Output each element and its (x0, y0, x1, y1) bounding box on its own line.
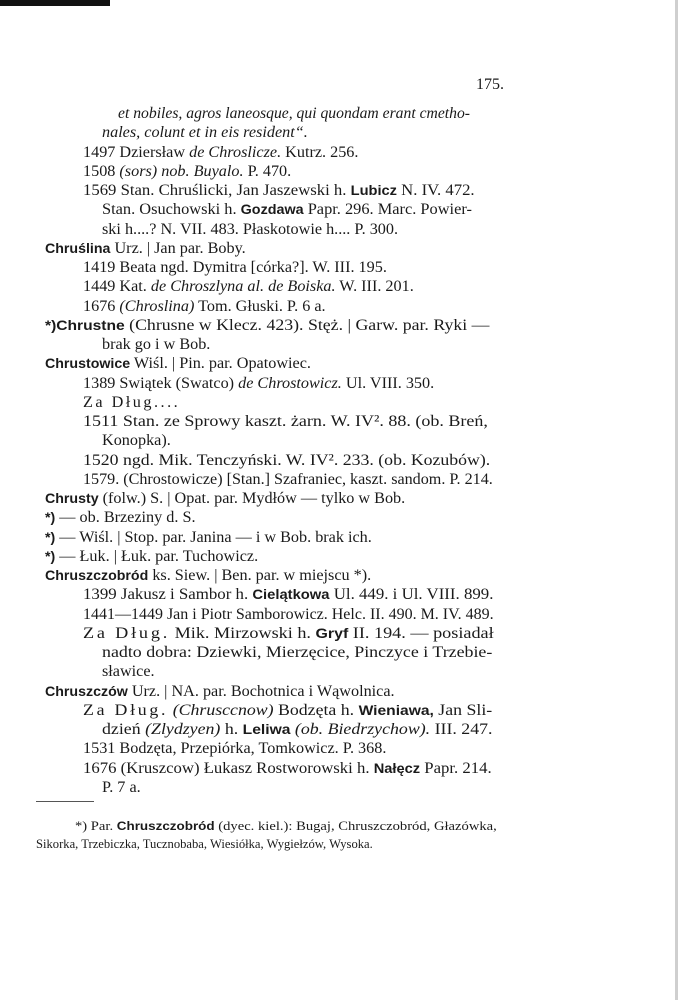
text-run: Bodzęta h. (273, 700, 359, 719)
bold-term: Gozdawa (240, 202, 304, 219)
text-line (102, 720, 493, 740)
text-run: — Wiśl. | Stop. par. Janina — i w Bob. brak ich. (55, 527, 372, 546)
bold-term: Nałęcz (373, 760, 421, 777)
bold-term: Chrustowice (45, 356, 131, 373)
text-line (45, 547, 258, 567)
footnote-line (75, 818, 497, 835)
text-run: (folw.) S. | Opat. par. Mydłów — tylko w Bob. (98, 489, 406, 507)
text-run: Za Dług. (83, 700, 169, 719)
text-run: W. III. 201. (335, 277, 414, 296)
text-run: brak go i w Bob. (102, 335, 211, 353)
bold-term: Chruszczobród (116, 820, 215, 833)
text-line (45, 508, 196, 528)
text-run: Konopka). (102, 431, 171, 450)
text-run: Stan. Osuchowski h. (102, 200, 241, 219)
italic-phrase: (ob. Biedrzychow). (294, 720, 431, 738)
footnote-line (36, 836, 373, 853)
italic-phrase: et nobiles, agros laneosque, qui quondam erant cmetho- (118, 104, 471, 122)
text-run: 1419 Beata ngd. Dymitra [córka?]. W. III. 195. (83, 258, 387, 276)
text-line (83, 605, 494, 624)
text-run: P. 470. (243, 161, 292, 180)
text-run: Za Dług. (83, 623, 171, 642)
text-run: 1579. (Chrostowicze) [Stan.] Szafraniec, kaszt. sandom. P. 214. (83, 469, 493, 488)
text-line (83, 701, 492, 721)
text-run: Kutrz. 256. (281, 142, 359, 161)
text-run: 1497 Dziersław (83, 142, 190, 161)
italic-phrase: de Chrostowicz. (238, 373, 342, 392)
bold-term: Chrusty (45, 491, 99, 507)
bold-term: *) (45, 548, 56, 565)
text-line (83, 470, 493, 489)
text-run: 1508 (83, 161, 120, 180)
text-run: Wiśl. | Pin. par. Opatowiec. (130, 354, 311, 373)
text-line (83, 393, 180, 412)
bold-term: Lubicz (350, 183, 397, 199)
text-run: Jan Sli- (433, 700, 493, 719)
text-line (45, 239, 246, 259)
text-line (45, 316, 489, 336)
text-run: Papr. 214. (420, 758, 492, 777)
text-run: h. (220, 720, 243, 738)
text-run: II. 194. — posiadał (348, 623, 494, 642)
text-run: 1399 Jakusz i Sambor h. (83, 585, 253, 604)
bold-term: Gryf (315, 625, 349, 642)
scan-edge-mark (0, 0, 110, 6)
text-run: Tom. Głuski. P. 6 a. (194, 296, 326, 315)
bold-term: Wieniawa, (358, 702, 434, 719)
italic-phrase: nales, colunt et in eis resident“. (102, 123, 308, 142)
text-run: Ul. 449. i Ul. VIII. 899. (329, 585, 494, 604)
text-run: dzień (102, 720, 146, 738)
text-line (83, 624, 494, 644)
text-line (102, 431, 171, 450)
italic-phrase: (sors) nob. Buyalo. (119, 161, 244, 180)
footnote-rule (36, 801, 94, 802)
text-run: 1531 Bodzęta, Przepiórka, Tomkowicz. P. 368. (83, 739, 387, 758)
text-line (102, 643, 492, 662)
text-run: (Chrusne w Klecz. 423). Stęż. | Garw. par. Ryki — (124, 315, 490, 334)
italic-phrase: (Chroslina) (119, 296, 195, 315)
text-line (118, 104, 470, 123)
text-line (83, 739, 386, 758)
text-run: Papr. 296. Marc. Powier- (303, 200, 472, 219)
text-run: P. 7 a. (102, 777, 141, 796)
text-run: (dyec. kiel.): Bugaj, Chruszczobród, Głazówka, (214, 819, 497, 833)
text-line (102, 220, 398, 239)
text-line (102, 335, 210, 354)
text-line (83, 297, 326, 316)
text-run: ks. Siew. | Ben. par. w miejscu *). (148, 566, 372, 584)
italic-phrase: de Chroszlyna al. de Boiska. (150, 277, 336, 296)
text-run: 1676 (Kruszcow) Łukasz Rostworowski h. (83, 758, 374, 777)
text-line (83, 162, 291, 181)
text-run: Ul. VIII. 350. (341, 373, 435, 392)
text-line (83, 374, 434, 393)
text-line (83, 585, 493, 605)
bold-term: Chruszczów (45, 683, 128, 700)
text-run: Urz. | NA. par. Bochotnica i Wąwolnica. (127, 681, 395, 700)
text-run: 1511 Stan. ze Sprowy kaszt. żarn. W. IV². 88. (ob. Breń, (83, 412, 488, 430)
text-run: — ob. Brzeziny d. S. (55, 508, 196, 527)
text-line (83, 759, 492, 779)
text-run: 1676 (83, 296, 120, 315)
page-number: 175. (476, 76, 504, 93)
text-run: Urz. | Jan par. Boby. (110, 238, 246, 257)
text-run: ski h....? N. VII. 483. Płaskotowie h.... P. 300. (102, 219, 399, 238)
text-run: III. 247. (430, 720, 493, 738)
text-run: N. IV. 472. (396, 181, 475, 199)
text-line (45, 489, 405, 509)
bold-term: *) (45, 510, 56, 527)
text-line (45, 566, 371, 586)
bold-term: *) (45, 529, 56, 546)
text-run: 1520 ngd. Mik. Tenczyński. W. IV². 233. (ob. Kozubów). (83, 450, 491, 469)
text-line (83, 143, 358, 162)
text-line (102, 778, 141, 797)
text-run: *) Par. (75, 819, 117, 833)
bold-term: Chruszczobród (45, 568, 149, 584)
text-run: 1441—1449 Jan i Piotr Samborowicz. Helc. II. 490. M. IV. 489. (83, 604, 494, 623)
italic-phrase: (Zlydzyen) (145, 720, 221, 738)
text-run: sławice. (102, 662, 155, 681)
text-line (83, 277, 414, 296)
text-run: nadto dobra: Dziewki, Mierzęcice, Pinczyce i Trzebie- (102, 643, 493, 661)
text-line (102, 200, 472, 220)
text-line (83, 181, 475, 201)
text-line (102, 662, 155, 681)
bold-term: *)Chrustne (45, 317, 125, 334)
text-run: Za Dług.... (83, 392, 181, 411)
text-line (45, 682, 395, 702)
bold-term: Leliwa (242, 722, 291, 738)
bold-term: Cielątkowa (252, 587, 330, 604)
text-line (45, 354, 311, 374)
text-run: Sikorka, Trzebiczka, Tucznobaba, Wiesiółka, Wygiełzów, Wysoka. (36, 837, 373, 851)
text-run: — Łuk. | Łuk. par. Tuchowicz. (55, 546, 259, 565)
text-line (83, 451, 490, 470)
bold-term: Chruślina (45, 240, 111, 257)
text-run: 1449 Kat. (83, 277, 151, 296)
text-line (83, 258, 387, 277)
text-line (45, 528, 372, 548)
text-line (102, 123, 308, 142)
text-run: Mik. Mirzowski h. (170, 623, 316, 642)
italic-phrase: (Chrusccnow) (172, 700, 274, 719)
italic-phrase: de Chroslicze. (189, 142, 282, 161)
text-line (83, 412, 488, 431)
text-run: 1389 Swiątek (Swatco) (83, 373, 239, 392)
text-run: 1569 Stan. Chruślicki, Jan Jaszewski h. (83, 181, 351, 199)
